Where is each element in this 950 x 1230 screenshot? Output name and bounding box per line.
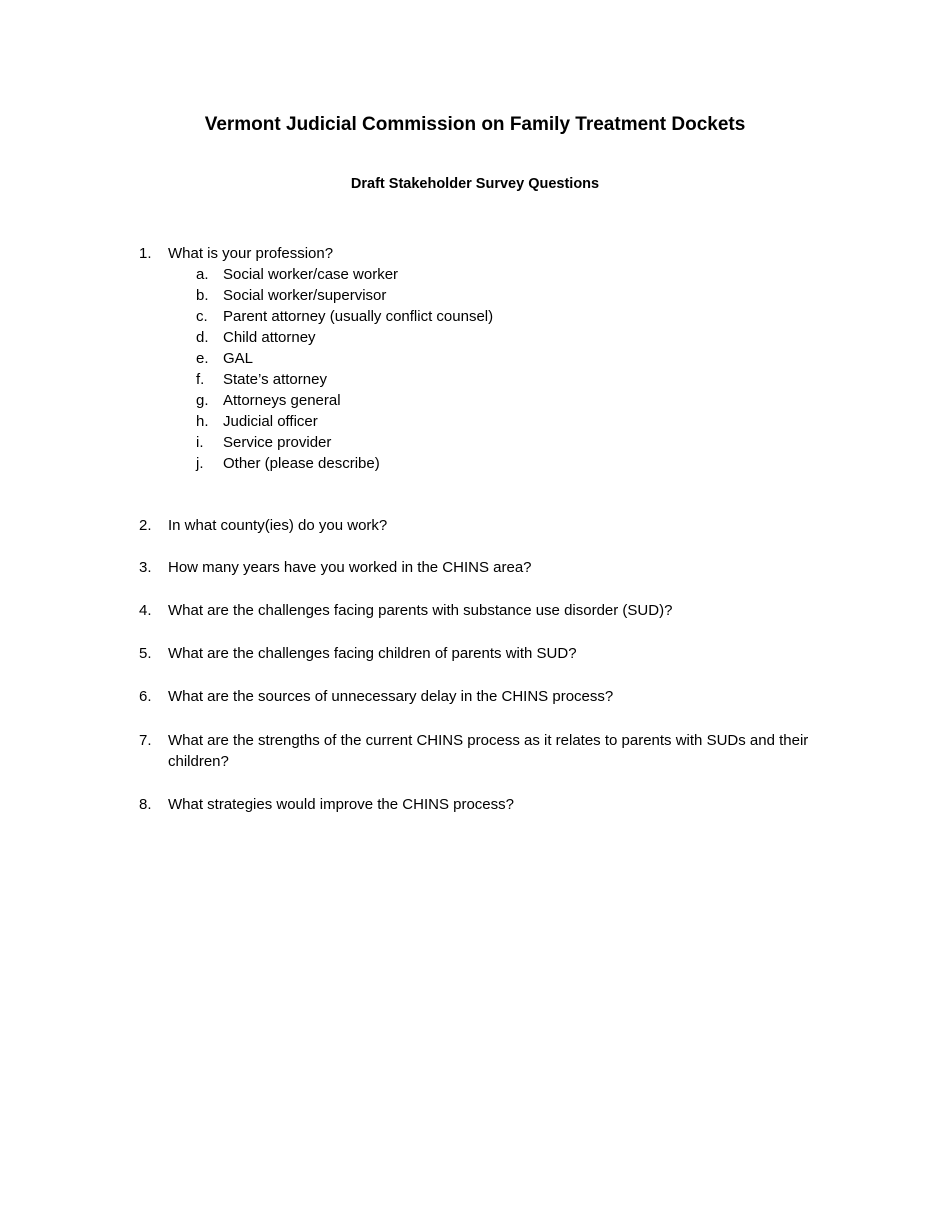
question-4: [139, 600, 849, 621]
question-5: [139, 643, 849, 664]
option-a: [196, 264, 796, 285]
question-number: 5.: [139, 645, 152, 662]
question-text: How many years have you worked in the CHINS area?: [168, 559, 532, 576]
question-text: What are the sources of unnecessary delay in the CHINS process?: [168, 688, 614, 705]
option-text: Other (please describe): [223, 455, 380, 472]
option-text: Judicial officer: [223, 413, 318, 430]
option-b: [196, 285, 796, 306]
question-text: What are the strengths of the current CHINS process as it relates to parents with SUDs and their children?: [168, 732, 809, 770]
question-6: [139, 686, 849, 707]
option-text: Child attorney: [223, 329, 316, 346]
question-1: [139, 243, 849, 264]
option-letter: h.: [196, 413, 209, 430]
option-letter: d.: [196, 329, 209, 346]
question-8: [139, 794, 849, 815]
option-text: Social worker/supervisor: [223, 287, 387, 304]
option-h: [196, 411, 796, 432]
option-e: [196, 348, 796, 369]
question-7: [139, 730, 849, 772]
question-number: 1.: [139, 245, 152, 262]
option-letter: j.: [196, 455, 204, 472]
option-text: Parent attorney (usually conflict counsel): [223, 308, 494, 325]
option-text: Social worker/case worker: [223, 266, 399, 283]
question-2: [139, 515, 849, 536]
question-number: 4.: [139, 602, 152, 619]
option-letter: e.: [196, 350, 209, 367]
option-letter: g.: [196, 392, 209, 409]
option-c: [196, 306, 796, 327]
question-number: 2.: [139, 517, 152, 534]
question-text: What strategies would improve the CHINS process?: [168, 796, 514, 813]
question-3: [139, 557, 849, 578]
option-f: [196, 369, 796, 390]
question-text: What are the challenges facing children of parents with SUD?: [168, 645, 577, 662]
question-text: In what county(ies) do you work?: [168, 517, 388, 534]
question-number: 7.: [139, 732, 152, 749]
option-letter: i.: [196, 434, 204, 451]
option-g: [196, 390, 796, 411]
option-letter: c.: [196, 308, 208, 325]
document-subtitle: Draft Stakeholder Survey Questions: [350, 176, 600, 192]
option-text: Attorneys general: [223, 392, 341, 409]
question-number: 8.: [139, 796, 152, 813]
question-number: 6.: [139, 688, 152, 705]
question-text: What is your profession?: [168, 245, 334, 262]
option-text: GAL: [223, 350, 254, 367]
option-letter: a.: [196, 266, 209, 283]
option-j: [196, 453, 796, 474]
option-d: [196, 327, 796, 348]
option-letter: b.: [196, 287, 209, 304]
document-title: Vermont Judicial Commission on Family Treatment Dockets: [204, 114, 746, 135]
question-text: What are the challenges facing parents with substance use disorder (SUD)?: [168, 602, 673, 619]
option-i: [196, 432, 796, 453]
option-text: Service provider: [223, 434, 332, 451]
option-text: State’s attorney: [223, 371, 327, 388]
question-number: 3.: [139, 559, 152, 576]
option-letter: f.: [196, 371, 205, 388]
